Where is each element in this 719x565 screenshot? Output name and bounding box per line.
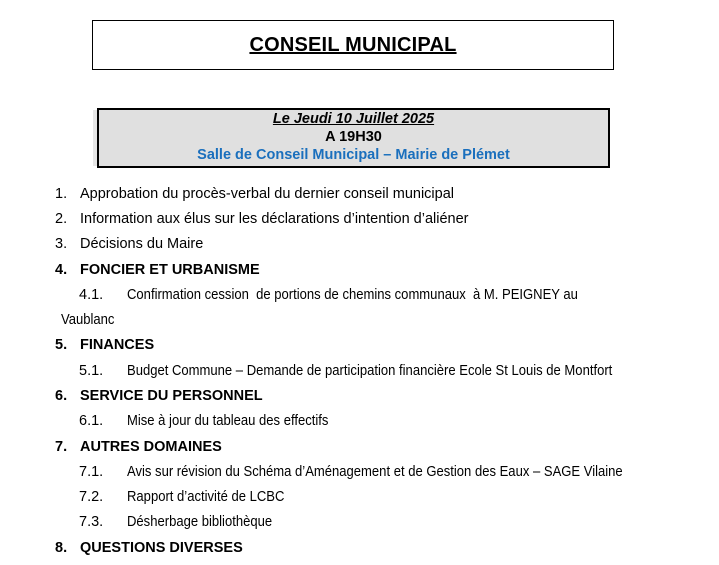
agenda-subitem [79, 514, 273, 530]
agenda-item-number: 3. [55, 236, 68, 252]
title-box [92, 20, 614, 70]
agenda-section-title: FONCIER ET URBANISME [80, 262, 260, 278]
agenda-item-text: Décisions du Maire [80, 236, 204, 252]
agenda-section [55, 337, 155, 353]
agenda-subitem-text: Avis sur révision du Schéma d’Aménagement et de Gestion des Eaux – SAGE Vilaine [127, 464, 623, 480]
agenda-subitem-text: Budget Commune – Demande de participation financière Ecole St Louis de Montfort [127, 363, 613, 379]
agenda-item-text: Approbation du procès-verbal du dernier conseil municipal [80, 186, 454, 202]
meeting-place: Salle de Conseil Municipal – Mairie de Plémet [197, 147, 510, 163]
agenda-section-number: 6. [55, 388, 68, 404]
agenda-subitem-number: 7.1. [79, 464, 104, 480]
agenda-item [55, 211, 469, 227]
agenda-section-title: FINANCES [80, 337, 155, 353]
agenda-section-number: 7. [55, 439, 68, 455]
agenda-item [55, 186, 454, 202]
agenda-section-number: 8. [55, 540, 68, 556]
agenda-section [55, 388, 263, 404]
agenda-subitem [79, 464, 623, 480]
meeting-time: A 19H30 [325, 129, 382, 145]
agenda-item [55, 236, 204, 252]
agenda-subitem-number: 5.1. [79, 363, 104, 379]
agenda-subitem-continuation: Vaublanc [61, 312, 115, 328]
agenda-subitem-number: 6.1. [79, 413, 104, 429]
agenda-item-text: Information aux élus sur les déclarations d’intention d’aliéner [80, 211, 469, 227]
agenda-subitem-number: 4.1. [79, 287, 104, 303]
agenda-subitem-text: Rapport d’activité de LCBC [127, 489, 285, 505]
meeting-info-box [97, 108, 610, 168]
page-title: CONSEIL MUNICIPAL [249, 33, 457, 56]
agenda-subitem [79, 489, 285, 505]
meeting-date: Le Jeudi 10 Juillet 2025 [272, 111, 435, 127]
agenda-item-number: 1. [55, 186, 68, 202]
agenda-subitem-text: Confirmation cession de portions de chemins communaux à M. PEIGNEY au [127, 287, 578, 303]
agenda-subitem [79, 413, 329, 429]
agenda-item-number: 2. [55, 211, 68, 227]
agenda-section [55, 540, 243, 556]
agenda-subitem [79, 287, 693, 303]
agenda-section [55, 439, 222, 455]
agenda-subitem-text: Désherbage bibliothèque [127, 514, 273, 530]
agenda-section-title: SERVICE DU PERSONNEL [80, 388, 263, 404]
agenda-subitem [79, 363, 613, 379]
agenda-section-number: 4. [55, 262, 68, 278]
agenda-subitem-number: 7.2. [79, 489, 104, 505]
agenda-section [55, 262, 260, 278]
agenda-subitem-text: Mise à jour du tableau des effectifs [127, 413, 329, 429]
agenda-section-title: AUTRES DOMAINES [80, 439, 222, 455]
agenda-subitem-number: 7.3. [79, 514, 104, 530]
agenda-section-number: 5. [55, 337, 68, 353]
agenda-section-title: QUESTIONS DIVERSES [80, 540, 243, 556]
